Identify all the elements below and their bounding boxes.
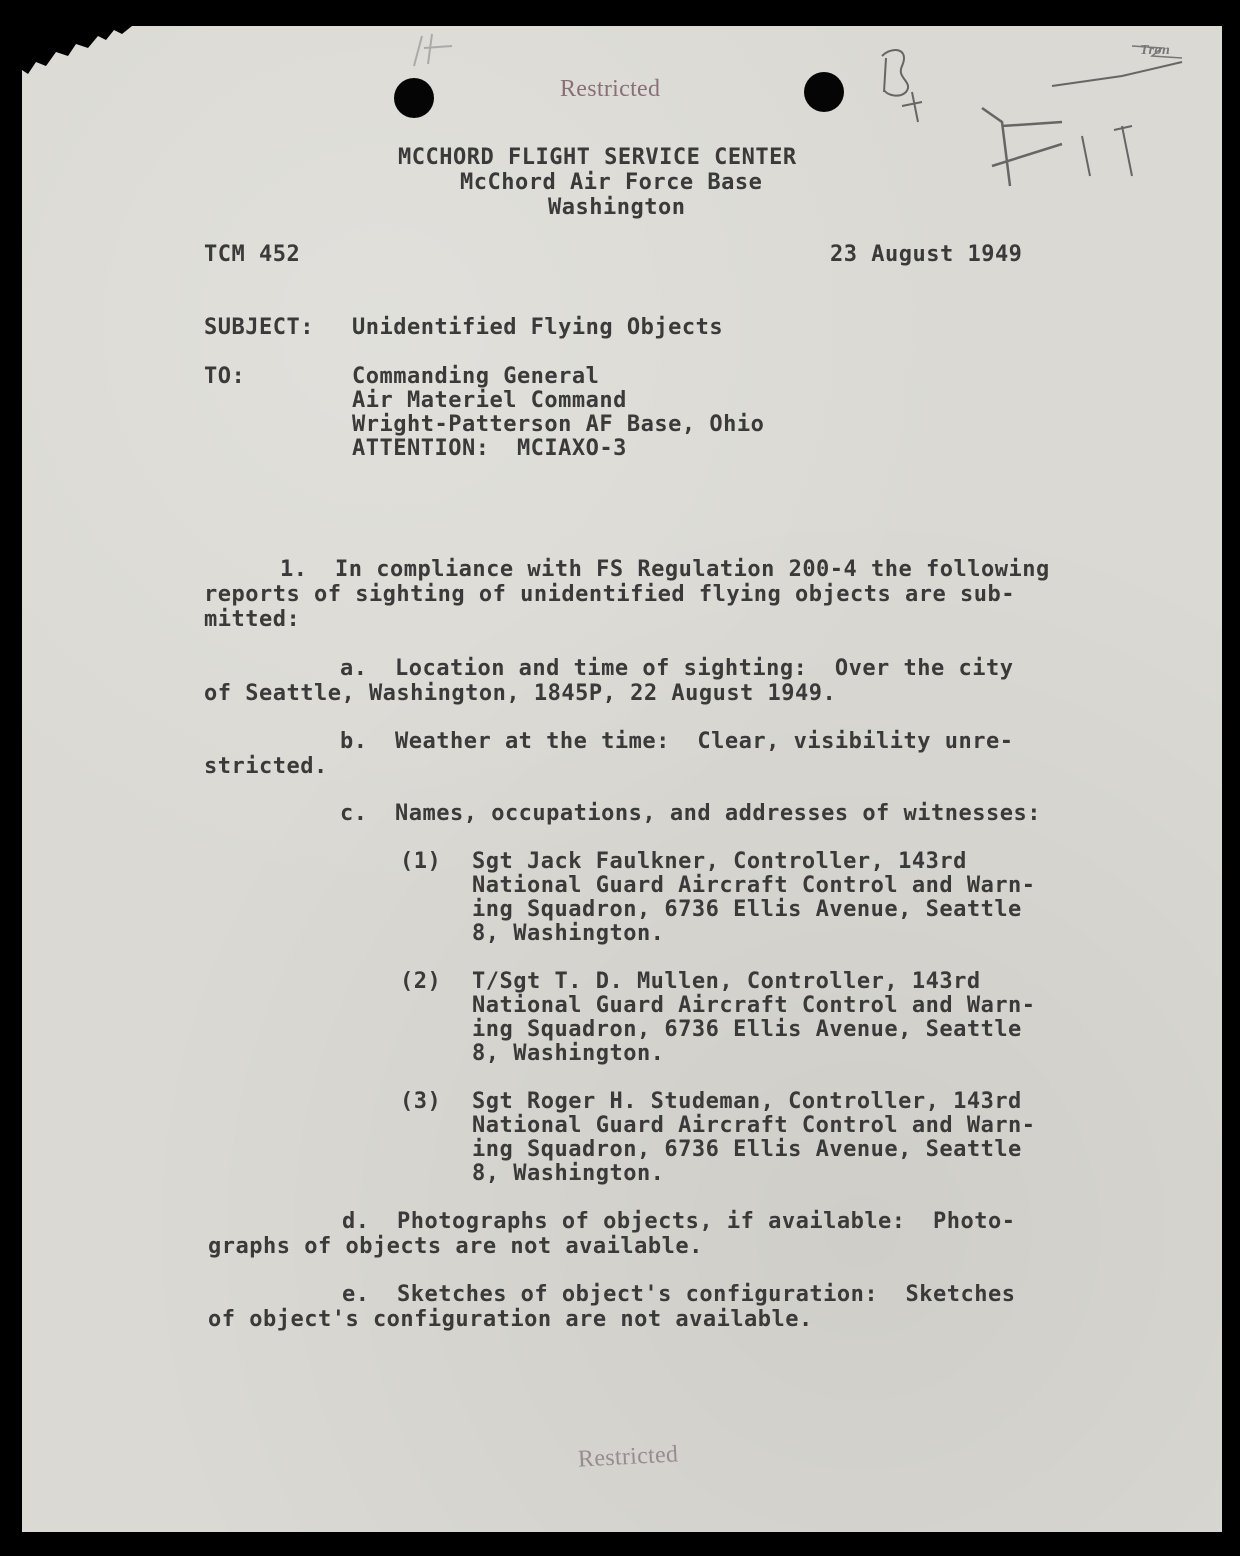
to-label: TO:	[204, 364, 246, 389]
to-line: Commanding General	[352, 364, 600, 389]
reference-number: TCM 452	[204, 242, 301, 267]
item-a-line: of Seattle, Washington, 1845P, 22 August 1949.	[204, 681, 837, 706]
witness-number: (2)	[400, 969, 442, 994]
header-line-1: MCCHORD FLIGHT SERVICE CENTER	[398, 145, 797, 170]
document-page	[22, 26, 1222, 1532]
paragraph-1-line: mitted:	[204, 607, 301, 632]
to-line: Air Materiel Command	[352, 388, 627, 413]
paragraph-1-line: reports of sighting of unidentified flying objects are sub-	[204, 582, 1015, 607]
item-e-line: e. Sketches of object's configuration: Sketches	[342, 1282, 1016, 1307]
to-line: ATTENTION: MCIAXO-3	[352, 436, 627, 461]
document-date: 23 August 1949	[830, 242, 1023, 267]
witness-line: 8, Washington.	[472, 1161, 665, 1186]
witness-line: Sgt Roger H. Studeman, Controller, 143rd	[472, 1089, 1022, 1114]
subject-value: Unidentified Flying Objects	[352, 315, 724, 340]
item-e-line: of object's configuration are not available.	[208, 1307, 813, 1332]
paragraph-1-line: 1. In compliance with FS Regulation 200-4 the following	[280, 557, 1050, 582]
torn-corner	[22, 26, 152, 86]
witness-line: ing Squadron, 6736 Ellis Avenue, Seattle	[472, 897, 1022, 922]
witness-line: ing Squadron, 6736 Ellis Avenue, Seattle	[472, 1137, 1022, 1162]
witness-line: ing Squadron, 6736 Ellis Avenue, Seattle	[472, 1017, 1022, 1042]
witness-line: Sgt Jack Faulkner, Controller, 143rd	[472, 849, 967, 874]
item-c-line: c. Names, occupations, and addresses of witnesses:	[340, 801, 1042, 826]
subject-label: SUBJECT:	[204, 315, 314, 340]
restricted-stamp-top: Restricted	[560, 76, 661, 102]
item-d-line: d. Photographs of objects, if available: Photo-	[342, 1209, 1016, 1234]
witness-line: National Guard Aircraft Control and Warn-	[472, 873, 1036, 898]
witness-number: (3)	[400, 1089, 442, 1114]
witness-line: National Guard Aircraft Control and Warn-	[472, 1113, 1036, 1138]
to-line: Wright-Patterson AF Base, Ohio	[352, 412, 765, 437]
restricted-stamp-bottom: Restricted	[577, 1441, 679, 1473]
item-a-line: a. Location and time of sighting: Over the city	[340, 656, 1014, 681]
item-d-line: graphs of objects are not available.	[208, 1234, 703, 1259]
witness-line: National Guard Aircraft Control and Warn-	[472, 993, 1036, 1018]
witness-line: T/Sgt T. D. Mullen, Controller, 143rd	[472, 969, 981, 994]
header-line-3: Washington	[548, 195, 686, 220]
header-line-2: McChord Air Force Base	[460, 170, 763, 195]
svg-text:Tron: Tron	[1140, 43, 1171, 58]
item-b-line: b. Weather at the time: Clear, visibility unre-	[340, 729, 1014, 754]
item-b-line: stricted.	[204, 754, 328, 779]
witness-line: 8, Washington.	[472, 921, 665, 946]
witness-number: (1)	[400, 849, 442, 874]
witness-line: 8, Washington.	[472, 1041, 665, 1066]
